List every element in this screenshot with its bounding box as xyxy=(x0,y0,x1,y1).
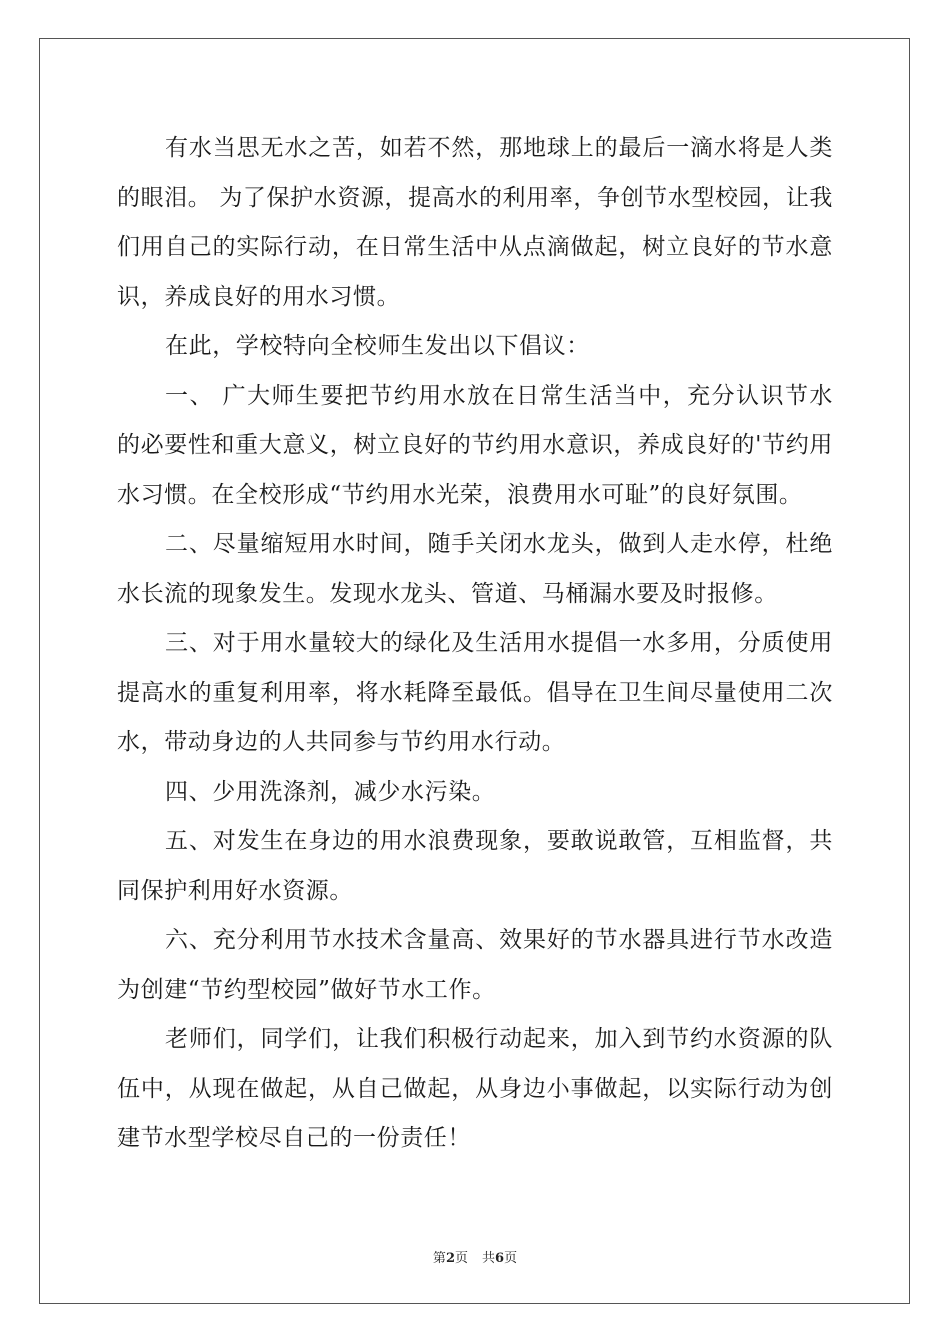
page-footer xyxy=(0,1247,950,1266)
paragraph-item-5: 五、对发生在身边的用水浪费现象，要敢说敢管，互相监督，共同保护利用好水资源。 xyxy=(117,828,833,904)
document-body xyxy=(117,124,833,1164)
paragraph-item-6: 六、充分利用节水技术含量高、效果好的节水器具进行节水改造为创建“节约型校园”做好节水工作。 xyxy=(117,927,833,1003)
page-number: 2 xyxy=(445,1251,455,1266)
paragraph-item-2: 二、尽量缩短用水时间，随手关闭水龙头，做到人走水停，杜绝水长流的现象发生。发现水龙头、管道、马桶漏水要及时报修。 xyxy=(117,531,833,607)
total-prefix: 共 xyxy=(482,1251,496,1266)
paragraph-item-4: 四、少用洗涤剂，减少水污染。 xyxy=(165,778,496,805)
paragraph-item-1: 一、 广大师生要把节约用水放在日常生活当中，充分认识节水的必要性和重大意义，树立良好的节约用水意识，养成良好的'节约用水习惯。在全校形成“节约用水光荣，浪费用水可耻”的良好氛围。 xyxy=(117,382,833,508)
paragraph-proposal-lead: 在此，学校特向全校师生发出以下倡议： xyxy=(165,333,590,359)
total-suffix: 页 xyxy=(504,1251,518,1266)
paragraph-closing: 老师们，同学们，让我们积极行动起来，加入到节约水资源的队伍中，从现在做起，从自己做起，从身边小事做起，以实际行动为创建节水型学校尽自己的一份责任！ xyxy=(117,1026,833,1151)
total-pages: 6 xyxy=(495,1251,505,1266)
paragraph-item-3: 三、对于用水量较大的绿化及生活用水提倡一水多用，分质使用提高水的重复利用率，将水耗降至最低。倡导在卫生间尽量使用二次水，带动身边的人共同参与节约用水行动。 xyxy=(117,630,833,755)
page-suffix: 页 xyxy=(454,1251,468,1266)
page-prefix: 第 xyxy=(432,1251,446,1266)
paragraph-intro: 有水当思无水之苦，如若不然，那地球上的最后一滴水将是人类的眼泪。 为了保护水资源，提高水的利用率，争创节水型校园，让我们用自己的实际行动，在日常生活中从点滴做起，树立良好的节水意识，养成良好的用水习惯。 xyxy=(117,135,833,310)
